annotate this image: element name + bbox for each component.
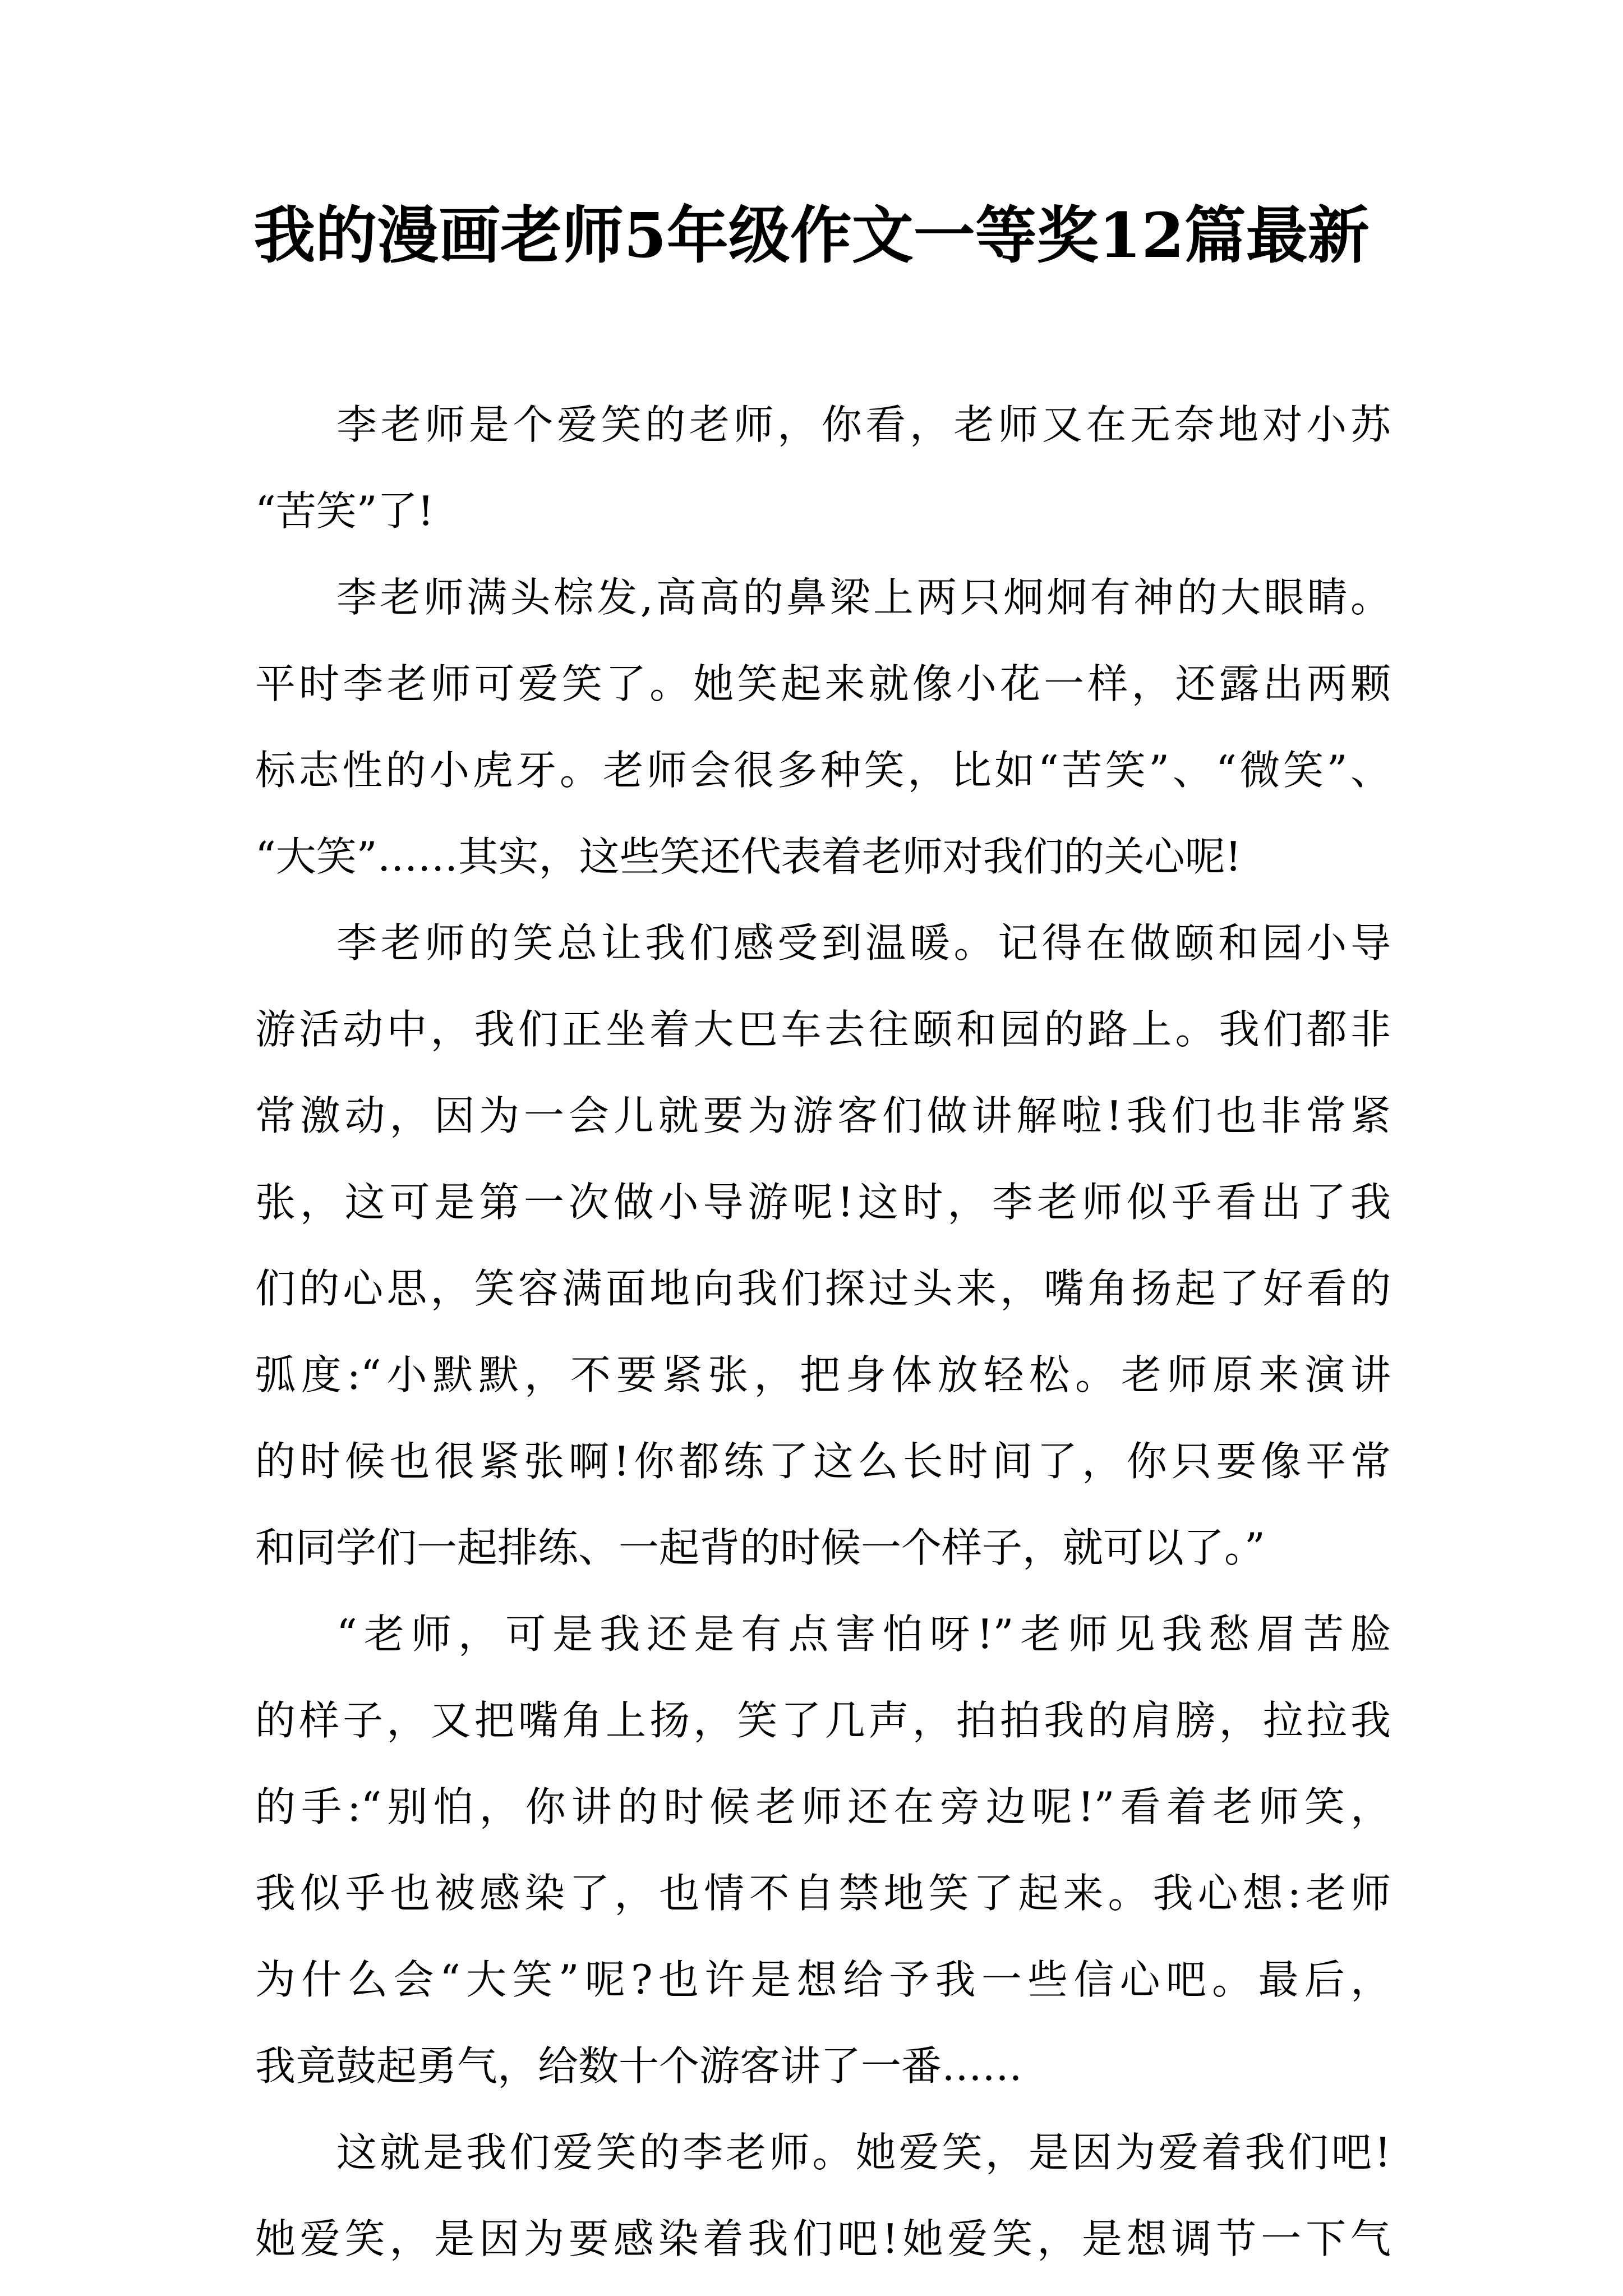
text-line: 平时李老师可爱笑了。她笑起来就像小花一样，还露出两颗 bbox=[255, 660, 1391, 707]
document-title: 我的漫画老师5年级作文一等奖12篇最新 bbox=[253, 199, 1370, 272]
text-line: 的手:“别怕，你讲的时候老师还在旁边呢!”看着老师笑， bbox=[255, 1783, 1391, 1830]
text-line: 游活动中，我们正坐着大巴车去往颐和园的路上。我们都非 bbox=[255, 1006, 1391, 1053]
text-line: 标志性的小虎牙。老师会很多种笑，比如“苦笑”、“微笑”、 bbox=[255, 747, 1391, 794]
text-line: “老师，可是我还是有点害怕呀!”老师见我愁眉苦脸 bbox=[336, 1611, 1391, 1658]
text-line: 我竟鼓起勇气，给数十个游客讲了一番…… bbox=[255, 2042, 1023, 2090]
document-body bbox=[255, 381, 1391, 2282]
text-line: 我似乎也被感染了，也情不自禁地笑了起来。我心想:老师 bbox=[255, 1870, 1391, 1917]
text-line: 这就是我们爱笑的李老师。她爱笑，是因为爱着我们吧! bbox=[336, 2129, 1391, 2176]
text-line: 她爱笑，是因为要感染着我们吧!她爱笑，是想调节一下气 bbox=[255, 2215, 1391, 2262]
text-line: “苦笑”了! bbox=[255, 487, 434, 535]
text-line: 为什么会“大笑”呢?也许是想给予我一些信心吧。最后， bbox=[255, 1956, 1391, 2003]
text-line: “大笑”……其实，这些笑还代表着老师对我们的关心呢! bbox=[255, 833, 1242, 880]
text-line: 李老师满头棕发,高高的鼻梁上两只炯炯有神的大眼睛。 bbox=[336, 574, 1391, 621]
text-line: 弧度:“小默默，不要紧张，把身体放轻松。老师原来演讲 bbox=[255, 1351, 1391, 1398]
text-line: 李老师的笑总让我们感受到温暖。记得在做颐和园小导 bbox=[336, 919, 1391, 967]
text-line: 们的心思，笑容满面地向我们探过头来，嘴角扬起了好看的 bbox=[255, 1265, 1391, 1312]
text-line: 张，这可是第一次做小导游呢!这时，李老师似乎看出了我 bbox=[255, 1179, 1391, 1226]
text-line: 的时候也很紧张啊!你都练了这么长时间了，你只要像平常 bbox=[255, 1438, 1391, 1485]
text-line: 的样子，又把嘴角上扬，笑了几声，拍拍我的肩膀，拉拉我 bbox=[255, 1697, 1391, 1744]
text-line: 和同学们一起排练、一起背的时候一个样子，就可以了。” bbox=[255, 1524, 1265, 1571]
text-line: 李老师是个爱笑的老师，你看，老师又在无奈地对小苏 bbox=[336, 401, 1391, 448]
text-line: 常激动，因为一会儿就要为游客们做讲解啦!我们也非常紧 bbox=[255, 1092, 1391, 1139]
